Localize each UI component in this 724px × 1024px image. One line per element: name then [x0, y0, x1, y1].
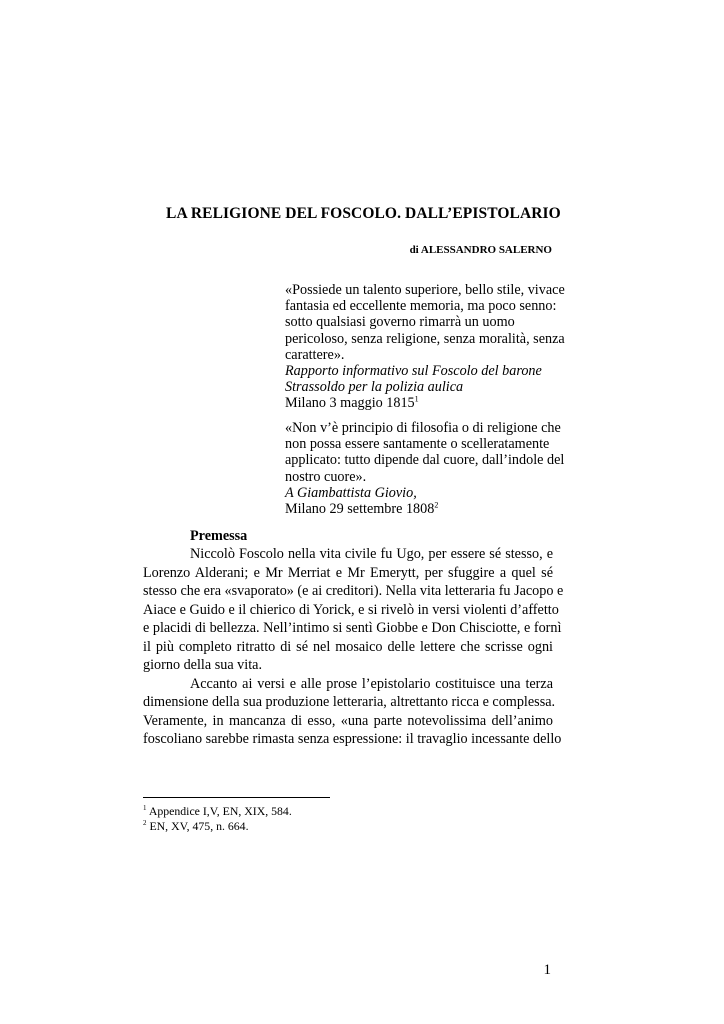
epigraph-line: sotto qualsiasi governo rimarrà un uomo — [285, 314, 515, 331]
body-line: Accanto ai versi e alle prose l’epistolario costituisce una terza — [190, 675, 553, 692]
body-line: foscoliano sarebbe rimasta senza espressione: il travaglio incessante dello — [143, 731, 562, 747]
epigraph-place-date — [285, 395, 553, 411]
footnote-ref[interactable]: 1 — [414, 394, 419, 404]
body-line: Niccolò Foscolo nella vita civile fu Ugo, per essere sé stesso, e — [190, 546, 553, 562]
epigraph-line: «Possiede un talento superiore, bello stile, vivace — [285, 282, 565, 298]
footnote-separator — [143, 797, 330, 798]
page-number: 1 — [543, 962, 551, 978]
footnote-text: EN, XV, 475, n. 664. — [149, 819, 249, 833]
body-line: Veramente, in mancanza di esso, «una parte notevolissima dell’animo — [143, 712, 553, 729]
epigraph-source: A Giambattista Giovio, — [285, 484, 417, 501]
epigraph-line: non possa essere santamente o scelleratamente — [285, 436, 550, 453]
body-line: e placidi di bellezza. Nell’intimo si sentì Giobbe e Don Chisciotte, e fornì — [143, 620, 562, 636]
body-line: il più completo ritratto di sé nel mosaico delle lettere che scrisse ogni — [143, 638, 553, 655]
epigraph-source: Strassoldo per la polizia aulica — [285, 379, 464, 396]
footnote-number: 1 — [143, 804, 147, 813]
epigraph-2 — [285, 420, 565, 518]
article-author: di ALESSANDRO SALERNO — [409, 244, 552, 256]
epigraph-line: «Non v’è principio di filosofia o di religione che — [285, 420, 561, 436]
epigraph-1 — [285, 282, 565, 412]
epigraph-place-date — [285, 501, 553, 517]
footnotes — [143, 804, 292, 834]
footnote-ref[interactable]: 2 — [434, 500, 439, 510]
footnote-number: 2 — [143, 819, 147, 828]
body-line: Lorenzo Alderani; e Mr Merriat e Mr Emerytt, per sfuggire a quel sé — [143, 564, 553, 581]
body-paragraphs — [143, 545, 564, 749]
article-title: LA RELIGIONE DEL FOSCOLO. DALL’EPISTOLARIO — [166, 205, 561, 222]
epigraph-line: applicato: tutto dipende dal cuore, dall’indole del — [285, 452, 565, 469]
footnote-1 — [143, 804, 292, 819]
body-line: giorno della sua vita. — [143, 657, 262, 673]
epigraph-line: carattere». — [285, 346, 345, 363]
epigraph-source: Rapporto informativo sul Foscolo del barone — [285, 363, 542, 380]
footnote-text: Appendice I,V, EN, XIX, 584. — [148, 804, 292, 818]
body-line: stesso che era «svaporato» (e ai creditori). Nella vita letteraria fu Jacopo e — [143, 583, 564, 599]
section-heading: Premessa — [190, 528, 248, 544]
epigraph-date-text: Milano 29 settembre 1808 — [285, 501, 435, 518]
body-line: dimensione della sua produzione letteraria, altrettanto ricca e complessa. — [143, 694, 556, 710]
epigraph-line: fantasia ed eccellente memoria, ma poco senno: — [285, 298, 557, 315]
epigraph-line: nostro cuore». — [285, 468, 367, 485]
epigraph-line: pericoloso, senza religione, senza moralità, senza — [285, 330, 565, 347]
body-line: Aiace e Guido e il chierico di Yorick, e si rivelò in versi violenti d’affetto — [143, 601, 559, 618]
footnote-2 — [143, 819, 292, 834]
epigraph-date-text: Milano 3 maggio 1815 — [285, 395, 415, 412]
